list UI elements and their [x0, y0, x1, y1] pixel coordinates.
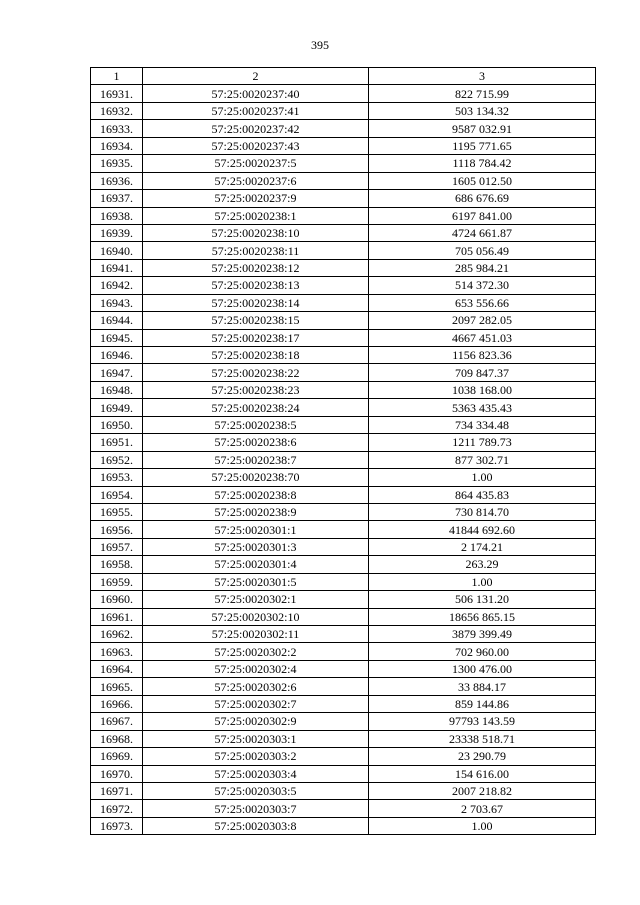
cadastral-number-cell: 57:25:0020238:9 — [143, 503, 369, 520]
cadastral-number-cell: 57:25:0020303:5 — [143, 782, 369, 799]
table-row — [91, 155, 596, 172]
table-row — [91, 678, 596, 695]
value-cell: 734 334.48 — [369, 416, 596, 433]
cadastral-number-cell: 57:25:0020301:5 — [143, 573, 369, 590]
row-number-cell: 16958. — [91, 556, 143, 573]
row-number-cell: 16936. — [91, 172, 143, 189]
cadastral-number-cell: 57:25:0020302:4 — [143, 660, 369, 677]
table-row — [91, 259, 596, 276]
value-cell: 859 144.86 — [369, 695, 596, 712]
table-row — [91, 817, 596, 834]
value-cell: 41844 692.60 — [369, 521, 596, 538]
row-number-cell: 16956. — [91, 521, 143, 538]
row-number-cell: 16961. — [91, 608, 143, 625]
value-cell: 6197 841.00 — [369, 207, 596, 224]
cadastral-number-cell: 57:25:0020302:11 — [143, 626, 369, 643]
value-cell: 2097 282.05 — [369, 312, 596, 329]
value-cell: 5363 435.43 — [369, 399, 596, 416]
cadastral-number-cell: 57:25:0020238:11 — [143, 242, 369, 259]
row-number-cell: 16947. — [91, 364, 143, 381]
row-number-cell: 16937. — [91, 190, 143, 207]
page-number: 395 — [311, 38, 329, 52]
cadastral-number-cell: 57:25:0020302:9 — [143, 713, 369, 730]
value-cell: 33 884.17 — [369, 678, 596, 695]
value-cell: 702 960.00 — [369, 643, 596, 660]
cadastral-number-cell: 57:25:0020302:7 — [143, 695, 369, 712]
table-row — [91, 660, 596, 677]
row-number-cell: 16942. — [91, 277, 143, 294]
cadastral-number-cell: 57:25:0020301:4 — [143, 556, 369, 573]
value-cell: 1038 168.00 — [369, 381, 596, 398]
cadastral-number-cell: 57:25:0020238:5 — [143, 416, 369, 433]
cadastral-number-cell: 57:25:0020237:43 — [143, 137, 369, 154]
row-number-cell: 16960. — [91, 591, 143, 608]
table-row — [91, 102, 596, 119]
row-number-cell: 16938. — [91, 207, 143, 224]
row-number-cell: 16969. — [91, 748, 143, 765]
table-row — [91, 608, 596, 625]
table-row — [91, 626, 596, 643]
value-cell: 1.00 — [369, 817, 596, 834]
row-number-cell: 16951. — [91, 434, 143, 451]
value-cell: 23 290.79 — [369, 748, 596, 765]
table-row — [91, 120, 596, 137]
table-row — [91, 416, 596, 433]
row-number-cell: 16945. — [91, 329, 143, 346]
row-number-cell: 16940. — [91, 242, 143, 259]
table-row — [91, 451, 596, 468]
table-row — [91, 294, 596, 311]
table-row — [91, 730, 596, 747]
value-cell: 1118 784.42 — [369, 155, 596, 172]
row-number-cell: 16962. — [91, 626, 143, 643]
row-number-cell: 16972. — [91, 800, 143, 817]
row-number-cell: 16933. — [91, 120, 143, 137]
value-cell: 705 056.49 — [369, 242, 596, 259]
cadastral-number-cell: 57:25:0020237:6 — [143, 172, 369, 189]
row-number-cell: 16967. — [91, 713, 143, 730]
value-cell: 730 814.70 — [369, 503, 596, 520]
row-number-cell: 16944. — [91, 312, 143, 329]
row-number-cell: 16948. — [91, 381, 143, 398]
cadastral-number-cell: 57:25:0020238:22 — [143, 364, 369, 381]
value-cell: 1300 476.00 — [369, 660, 596, 677]
value-cell: 285 984.21 — [369, 259, 596, 276]
cadastral-number-cell: 57:25:0020238:8 — [143, 486, 369, 503]
cadastral-number-cell: 57:25:0020303:4 — [143, 765, 369, 782]
row-number-cell: 16949. — [91, 399, 143, 416]
row-number-cell: 16968. — [91, 730, 143, 747]
value-cell: 514 372.30 — [369, 277, 596, 294]
row-number-cell: 16959. — [91, 573, 143, 590]
cadastral-number-cell: 57:25:0020237:42 — [143, 120, 369, 137]
table-row — [91, 800, 596, 817]
cadastral-number-cell: 57:25:0020238:1 — [143, 207, 369, 224]
table-row — [91, 469, 596, 486]
table-row — [91, 538, 596, 555]
value-cell: 97793 143.59 — [369, 713, 596, 730]
value-cell: 4667 451.03 — [369, 329, 596, 346]
cadastral-number-cell: 57:25:0020302:6 — [143, 678, 369, 695]
row-number-cell: 16952. — [91, 451, 143, 468]
table-row — [91, 242, 596, 259]
value-cell: 154 616.00 — [369, 765, 596, 782]
value-cell: 506 131.20 — [369, 591, 596, 608]
cadastral-number-cell: 57:25:0020238:7 — [143, 451, 369, 468]
cadastral-number-cell: 57:25:0020237:40 — [143, 85, 369, 102]
row-number-cell: 16963. — [91, 643, 143, 660]
cadastral-value-table — [90, 67, 596, 835]
table-row — [91, 782, 596, 799]
table-row — [91, 224, 596, 241]
row-number-cell: 16935. — [91, 155, 143, 172]
table-row — [91, 748, 596, 765]
row-number-cell: 16953. — [91, 469, 143, 486]
cadastral-number-cell: 57:25:0020238:10 — [143, 224, 369, 241]
table-row — [91, 399, 596, 416]
table-row — [91, 643, 596, 660]
row-number-cell: 16973. — [91, 817, 143, 834]
column-header-2: 2 — [143, 68, 369, 85]
value-cell: 3879 399.49 — [369, 626, 596, 643]
cadastral-number-cell: 57:25:0020302:2 — [143, 643, 369, 660]
table-row — [91, 503, 596, 520]
row-number-cell: 16941. — [91, 259, 143, 276]
value-cell: 2007 218.82 — [369, 782, 596, 799]
table-row — [91, 521, 596, 538]
value-cell: 653 556.66 — [369, 294, 596, 311]
value-cell: 864 435.83 — [369, 486, 596, 503]
value-cell: 1195 771.65 — [369, 137, 596, 154]
table-row — [91, 434, 596, 451]
cadastral-number-cell: 57:25:0020238:18 — [143, 347, 369, 364]
table-row — [91, 556, 596, 573]
table-row — [91, 85, 596, 102]
value-cell: 18656 865.15 — [369, 608, 596, 625]
row-number-cell: 16954. — [91, 486, 143, 503]
value-cell: 9587 032.91 — [369, 120, 596, 137]
value-cell: 263.29 — [369, 556, 596, 573]
row-number-cell: 16965. — [91, 678, 143, 695]
table-row — [91, 591, 596, 608]
cadastral-number-cell: 57:25:0020238:23 — [143, 381, 369, 398]
value-cell: 1605 012.50 — [369, 172, 596, 189]
row-number-cell: 16932. — [91, 102, 143, 119]
table-row — [91, 765, 596, 782]
value-cell: 709 847.37 — [369, 364, 596, 381]
row-number-cell: 16934. — [91, 137, 143, 154]
value-cell: 1156 823.36 — [369, 347, 596, 364]
cadastral-number-cell: 57:25:0020238:24 — [143, 399, 369, 416]
table-row — [91, 190, 596, 207]
cadastral-number-cell: 57:25:0020238:13 — [143, 277, 369, 294]
table-row — [91, 277, 596, 294]
cadastral-number-cell: 57:25:0020303:1 — [143, 730, 369, 747]
table-row — [91, 207, 596, 224]
column-header-1: 1 — [91, 68, 143, 85]
cadastral-number-cell: 57:25:0020303:7 — [143, 800, 369, 817]
cadastral-number-cell: 57:25:0020237:5 — [143, 155, 369, 172]
row-number-cell: 16943. — [91, 294, 143, 311]
column-header-3: 3 — [369, 68, 596, 85]
cadastral-number-cell: 57:25:0020302:10 — [143, 608, 369, 625]
value-cell: 686 676.69 — [369, 190, 596, 207]
table-row — [91, 347, 596, 364]
table-row — [91, 381, 596, 398]
row-number-cell: 16955. — [91, 503, 143, 520]
value-cell: 822 715.99 — [369, 85, 596, 102]
cadastral-number-cell: 57:25:0020238:12 — [143, 259, 369, 276]
value-cell: 877 302.71 — [369, 451, 596, 468]
row-number-cell: 16966. — [91, 695, 143, 712]
cadastral-number-cell: 57:25:0020238:70 — [143, 469, 369, 486]
row-number-cell: 16931. — [91, 85, 143, 102]
cadastral-number-cell: 57:25:0020238:17 — [143, 329, 369, 346]
cadastral-number-cell: 57:25:0020302:1 — [143, 591, 369, 608]
value-cell: 23338 518.71 — [369, 730, 596, 747]
row-number-cell: 16939. — [91, 224, 143, 241]
table-row — [91, 695, 596, 712]
table-header-row — [91, 68, 596, 85]
table-body — [91, 85, 596, 835]
row-number-cell: 16946. — [91, 347, 143, 364]
cadastral-number-cell: 57:25:0020238:15 — [143, 312, 369, 329]
table-row — [91, 713, 596, 730]
value-cell: 1.00 — [369, 573, 596, 590]
row-number-cell: 16971. — [91, 782, 143, 799]
cadastral-number-cell: 57:25:0020301:3 — [143, 538, 369, 555]
cadastral-number-cell: 57:25:0020237:9 — [143, 190, 369, 207]
value-cell: 1.00 — [369, 469, 596, 486]
table-row — [91, 137, 596, 154]
cadastral-number-cell: 57:25:0020301:1 — [143, 521, 369, 538]
row-number-cell: 16964. — [91, 660, 143, 677]
cadastral-number-cell: 57:25:0020237:41 — [143, 102, 369, 119]
table-row — [91, 172, 596, 189]
table-row — [91, 573, 596, 590]
value-cell: 4724 661.87 — [369, 224, 596, 241]
table-row — [91, 329, 596, 346]
cadastral-number-cell: 57:25:0020303:8 — [143, 817, 369, 834]
cadastral-number-cell: 57:25:0020238:6 — [143, 434, 369, 451]
table-row — [91, 486, 596, 503]
cadastral-number-cell: 57:25:0020238:14 — [143, 294, 369, 311]
table-row — [91, 312, 596, 329]
value-cell: 503 134.32 — [369, 102, 596, 119]
row-number-cell: 16957. — [91, 538, 143, 555]
value-cell: 2 174.21 — [369, 538, 596, 555]
table-row — [91, 364, 596, 381]
value-cell: 1211 789.73 — [369, 434, 596, 451]
row-number-cell: 16970. — [91, 765, 143, 782]
row-number-cell: 16950. — [91, 416, 143, 433]
value-cell: 2 703.67 — [369, 800, 596, 817]
cadastral-number-cell: 57:25:0020303:2 — [143, 748, 369, 765]
